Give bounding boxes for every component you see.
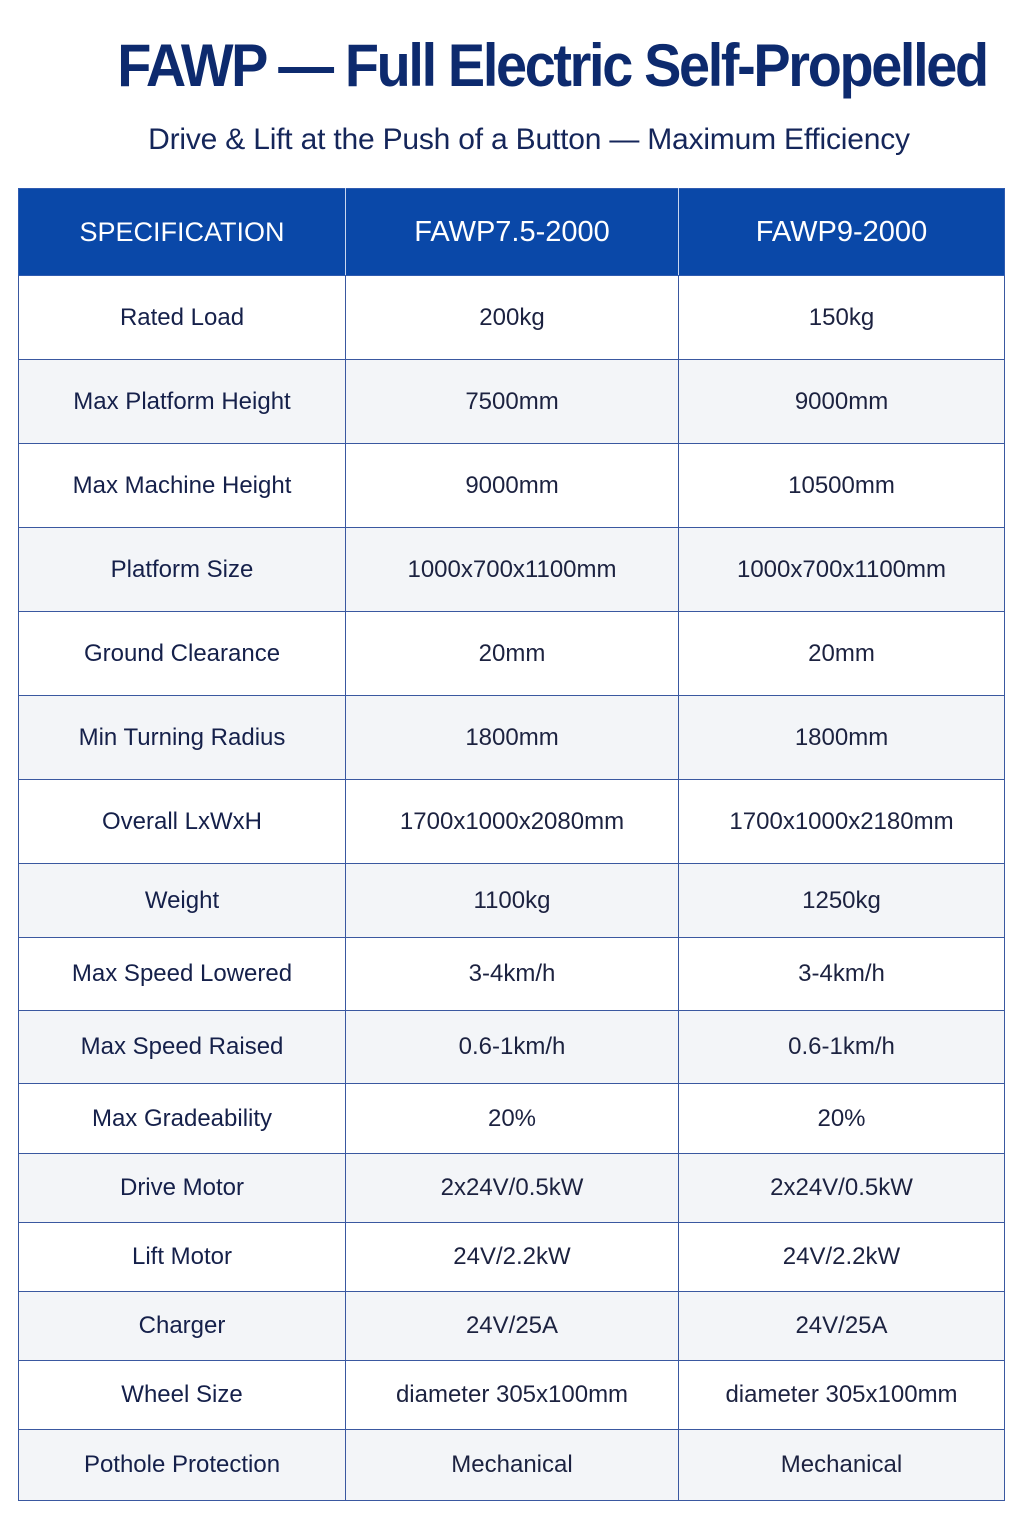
table-row — [19, 1084, 1005, 1154]
value-fawp75-2000: 3-4km/h — [346, 938, 679, 1011]
value-fawp9-2000: 20mm — [679, 612, 1005, 696]
header-row — [19, 189, 1005, 276]
value-fawp9-2000: 0.6-1km/h — [679, 1011, 1005, 1084]
table-row — [19, 864, 1005, 938]
table-row — [19, 1223, 1005, 1292]
value-fawp75-2000: 24V/25A — [346, 1292, 679, 1361]
spec-label: Platform Size — [19, 528, 346, 612]
value-fawp9-2000: 9000mm — [679, 360, 1005, 444]
value-fawp9-2000: 10500mm — [679, 444, 1005, 528]
value-fawp75-2000: 7500mm — [346, 360, 679, 444]
value-fawp75-2000: 1700x1000x2080mm — [346, 780, 679, 864]
value-fawp75-2000: 1000x700x1100mm — [346, 528, 679, 612]
value-fawp75-2000: 200kg — [346, 276, 679, 360]
table-row — [19, 528, 1005, 612]
spec-label: Max Machine Height — [19, 444, 346, 528]
table-row — [19, 1292, 1005, 1361]
spec-label: Overall LxWxH — [19, 780, 346, 864]
value-fawp75-2000: 0.6-1km/h — [346, 1011, 679, 1084]
spec-table — [18, 188, 1005, 1501]
page-title: FAWP — Full Electric Self-Propelled — [117, 32, 987, 99]
table-row — [19, 938, 1005, 1011]
spec-label: Wheel Size — [19, 1361, 346, 1430]
spec-label: Lift Motor — [19, 1223, 346, 1292]
value-fawp9-2000: 24V/25A — [679, 1292, 1005, 1361]
value-fawp9-2000: 1800mm — [679, 696, 1005, 780]
value-fawp75-2000: 20% — [346, 1084, 679, 1154]
spec-label: Charger — [19, 1292, 346, 1361]
value-fawp9-2000: 24V/2.2kW — [679, 1223, 1005, 1292]
value-fawp9-2000: 20% — [679, 1084, 1005, 1154]
header-fawp9-2000: FAWP9-2000 — [679, 189, 1005, 276]
spec-table-header — [19, 189, 1005, 276]
value-fawp75-2000: 9000mm — [346, 444, 679, 528]
spec-label: Weight — [19, 864, 346, 938]
value-fawp75-2000: Mechanical — [346, 1430, 679, 1501]
value-fawp75-2000: 1100kg — [346, 864, 679, 938]
table-row — [19, 612, 1005, 696]
spec-label: Drive Motor — [19, 1154, 346, 1223]
value-fawp9-2000: diameter 305x100mm — [679, 1361, 1005, 1430]
value-fawp9-2000: 3-4km/h — [679, 938, 1005, 1011]
spec-label: Max Gradeability — [19, 1084, 346, 1154]
table-row — [19, 1011, 1005, 1084]
table-row — [19, 696, 1005, 780]
spec-label: Pothole Protection — [19, 1430, 346, 1501]
table-row — [19, 276, 1005, 360]
value-fawp9-2000: Mechanical — [679, 1430, 1005, 1501]
value-fawp9-2000: 150kg — [679, 276, 1005, 360]
table-row — [19, 1361, 1005, 1430]
table-row — [19, 1154, 1005, 1223]
spec-label: Ground Clearance — [19, 612, 346, 696]
table-row — [19, 444, 1005, 528]
value-fawp9-2000: 1250kg — [679, 864, 1005, 938]
spec-label: Max Platform Height — [19, 360, 346, 444]
spec-label: Min Turning Radius — [19, 696, 346, 780]
value-fawp75-2000: 24V/2.2kW — [346, 1223, 679, 1292]
page-subtitle: Drive & Lift at the Push of a Button — Maximum Efficiency — [148, 123, 910, 156]
value-fawp75-2000: 2x24V/0.5kW — [346, 1154, 679, 1223]
table-row — [19, 360, 1005, 444]
value-fawp75-2000: 20mm — [346, 612, 679, 696]
value-fawp75-2000: 1800mm — [346, 696, 679, 780]
spec-label: Rated Load — [19, 276, 346, 360]
value-fawp9-2000: 1000x700x1100mm — [679, 528, 1005, 612]
value-fawp9-2000: 2x24V/0.5kW — [679, 1154, 1005, 1223]
spec-label: Max Speed Raised — [19, 1011, 346, 1084]
header-fawp75-2000: FAWP7.5-2000 — [346, 189, 679, 276]
table-row — [19, 780, 1005, 864]
spec-label: Max Speed Lowered — [19, 938, 346, 1011]
value-fawp9-2000: 1700x1000x2180mm — [679, 780, 1005, 864]
spec-table-body — [19, 276, 1005, 1501]
value-fawp75-2000: diameter 305x100mm — [346, 1361, 679, 1430]
table-row — [19, 1430, 1005, 1501]
header-specification: SPECIFICATION — [19, 189, 346, 276]
